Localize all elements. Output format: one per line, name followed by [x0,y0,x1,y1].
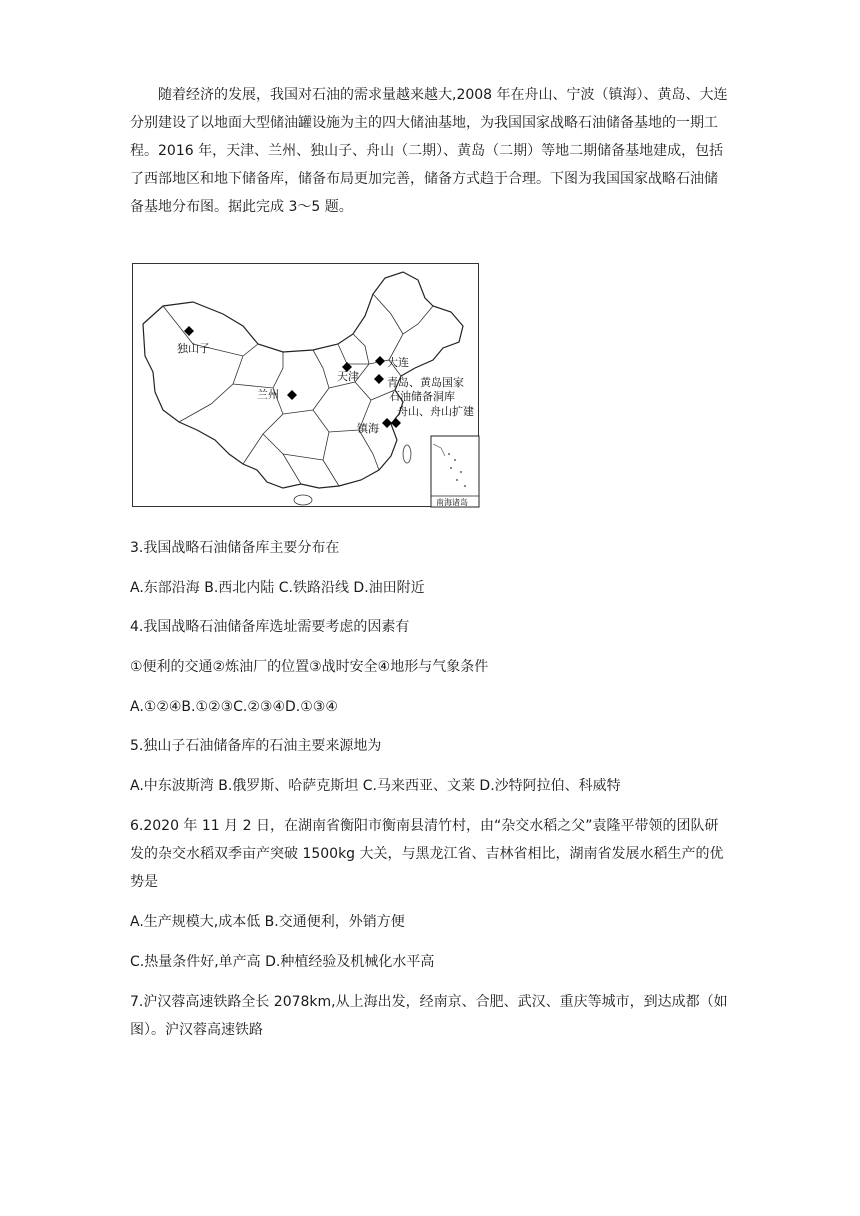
q6-options-2: C.热量条件好,单产高 D.种植经验及机械化水平高 [130,954,435,970]
hainan-island [294,495,312,505]
intro-paragraph: 随着经济的发展，我国对石油的需求量越来越大,2008 年在舟山、宁波（镇海）、黄岛、大连分别建设了以地面大型储油罐设施为主的四大储油基地，为我国国家战略石油储备基地的一期工程。2016 年，天津、兰州、独山子、舟山（二期）、黄岛（二期）等地二期储备基地建成，包括了西部地区和地下储备库，储备布局更加完善，储备方式趋于合理。下图为我国国家战略石油储备基地分布图。据此完成 3～5 题。 [130,87,728,215]
label-qingdao-1: 青岛、黄岛国家 [387,376,464,389]
label-zhenhai: 镇海 [357,422,379,435]
q4-factors: ①便利的交通②炼油厂的位置③战时安全④地形与气象条件 [130,659,489,675]
marker-qingdao [374,374,384,384]
q5-stem: 5.独山子石油储备库的石油主要来源地为 [130,738,382,754]
label-tianjin: 天津 [337,370,359,383]
q4-stem: 4.我国战略石油储备库选址需要考虑的因素有 [130,619,410,635]
q4-options: A.①②④B.①②③C.②③④D.①③④ [130,699,338,715]
taiwan-island [403,445,411,463]
south-sea-inset [431,436,479,507]
marker-dalian [375,356,385,366]
china-map-drawing [133,264,480,508]
label-zhoushan: 舟山、舟山扩建 [397,405,474,418]
q7-stem: 7.沪汉蓉高速铁路全长 2078km,从上海出发，经南京、合肥、武汉、重庆等城市，到达成都（如图）。沪汉蓉高速铁路 [130,994,728,1038]
label-dushanzi: 独山子 [177,342,210,355]
q3-stem: 3.我国战略石油储备库主要分布在 [130,540,340,556]
marker-lanzhou [287,390,297,400]
label-dalian: 大连 [387,356,409,369]
q6-stem: 6.2020 年 11 月 2 日，在湖南省衡阳市衡南县清竹村，由“杂交水稻之父”袁隆平带领的团队研发的杂交水稻双季亩产突破 1500kg 大关，与黑龙江省、吉林省相比，湖南省发展水稻生产的优势是 [130,818,724,890]
q3-options: A.东部沿海 B.西北内陆 C.铁路沿线 D.油田附近 [130,580,425,596]
q5-options: A.中东波斯湾 B.俄罗斯、哈萨克斯坦 C.马来西亚、文莱 D.沙特阿拉伯、科威特 [130,778,621,794]
inset-label: 南海诸岛 [436,498,468,507]
q6-options-1: A.生产规模大,成本低 B.交通便利，外销方便 [130,914,405,930]
label-lanzhou: 兰州 [257,388,279,401]
label-qingdao-2: 石油储备洞库 [389,390,455,403]
marker-zhenhai [382,418,392,428]
oil-reserve-map [132,263,479,507]
